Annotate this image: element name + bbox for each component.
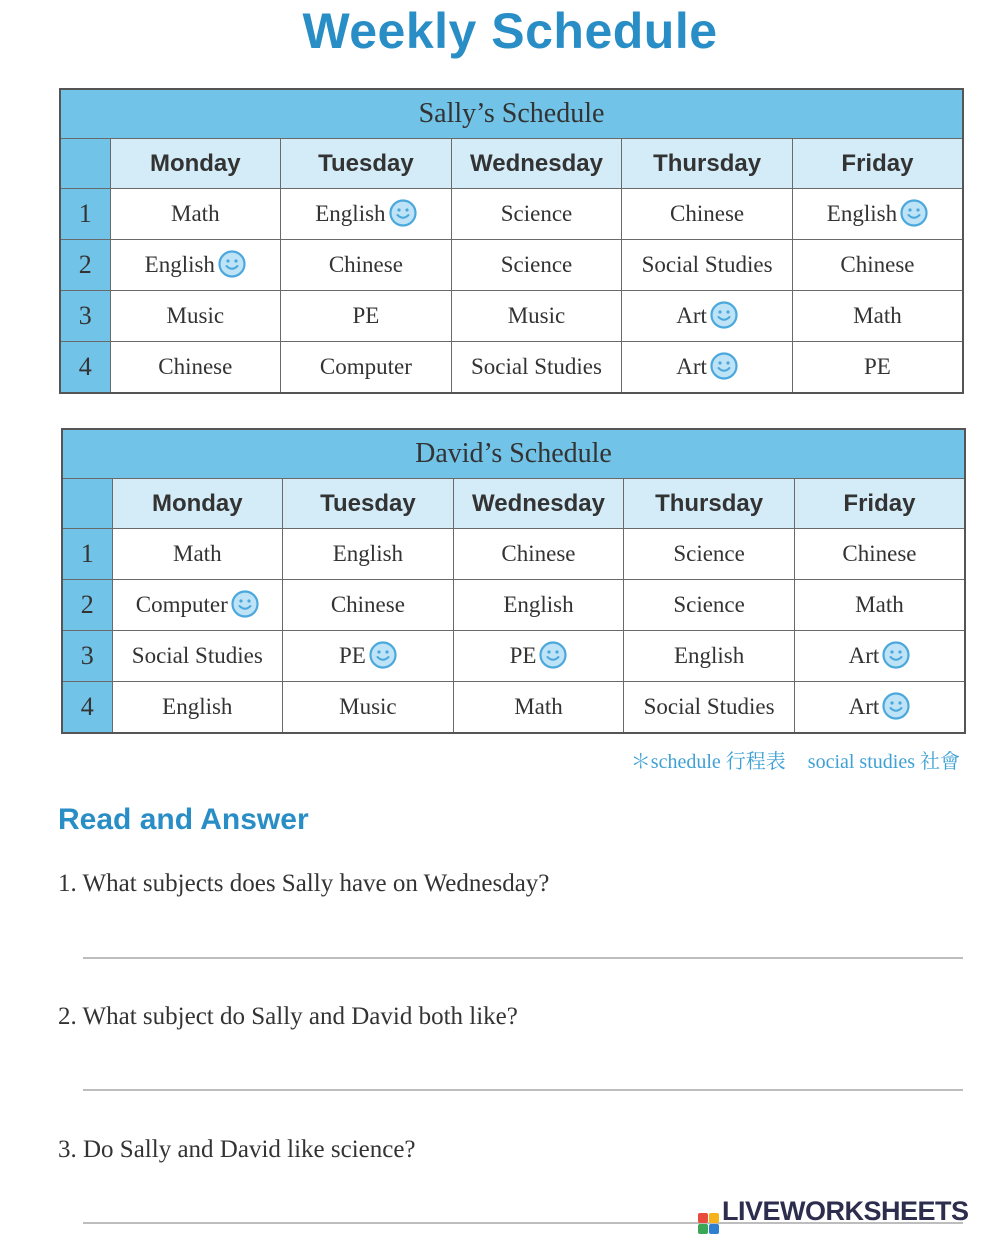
period-number: 2 (62, 580, 112, 631)
subject-cell (283, 580, 454, 631)
david-schedule-table (61, 428, 966, 734)
sally-schedule-table (59, 88, 964, 394)
subject-label: English (503, 592, 574, 617)
subject-label: PE (509, 642, 537, 668)
subject-label: English (162, 694, 233, 719)
subject-label: Chinese (840, 252, 915, 277)
schedule-row (60, 240, 963, 291)
subject-cell (794, 580, 965, 631)
liveworksheets-logo-icon (698, 1213, 719, 1234)
subject-cell (283, 631, 454, 682)
subject-label: PE (352, 303, 380, 328)
subject-label: Art (848, 693, 880, 719)
page-title: Weekly Schedule (302, 3, 718, 59)
subject-cell (624, 631, 795, 682)
subject-label: Art (676, 302, 707, 328)
schedule-row (62, 580, 965, 631)
watermark-text: LIVEWORKSHEETS (722, 1196, 969, 1226)
day-header: Friday (794, 479, 965, 529)
section-title: Read and Answer (58, 803, 309, 836)
subject-label: Science (673, 541, 745, 566)
schedule-row (62, 529, 965, 580)
subject-label: Science (673, 592, 745, 617)
schedule-caption: David’s Schedule (62, 429, 965, 479)
smiley-face-icon (710, 352, 738, 380)
subject-label: English (673, 643, 745, 668)
smiley-face-icon (882, 692, 910, 720)
corner-cell (62, 479, 112, 529)
subject-label: English (826, 200, 898, 226)
subject-label: Computer (319, 354, 412, 379)
subject-label: Social Studies (131, 643, 263, 668)
smiley-face-icon (389, 199, 417, 227)
subject-cell (110, 342, 281, 394)
subject-label: Music (339, 694, 397, 719)
schedule-row (60, 189, 963, 240)
subject-label: Math (853, 303, 902, 328)
smiley-face-icon (218, 250, 246, 278)
period-number: 1 (62, 529, 112, 580)
subject-label: Chinese (501, 541, 576, 566)
subject-cell (451, 240, 622, 291)
watermark (698, 1196, 969, 1234)
subject-label: Math (514, 694, 563, 719)
subject-label: Music (166, 303, 225, 328)
subject-cell (624, 580, 795, 631)
subject-label: Chinese (670, 201, 745, 226)
subject-cell (453, 631, 624, 682)
period-number: 3 (60, 291, 110, 342)
corner-cell (60, 139, 110, 189)
subject-cell (792, 291, 963, 342)
day-header: Wednesday (451, 139, 622, 189)
question-3: 3. Do Sally and David like science? (58, 1136, 416, 1163)
subject-cell (281, 342, 452, 394)
subject-label: Science (500, 201, 573, 226)
period-number: 4 (60, 342, 110, 394)
glossary-social-studies: social studies 社會 (807, 751, 960, 773)
subject-label: Art (848, 642, 880, 668)
subject-cell (792, 240, 963, 291)
question-1: 1. What subjects does Sally have on Wednesday? (58, 870, 550, 897)
subject-cell (624, 682, 795, 734)
subject-cell (624, 529, 795, 580)
subject-cell (283, 682, 454, 734)
schedule-row (60, 291, 963, 342)
subject-cell (283, 529, 454, 580)
subject-cell (110, 240, 281, 291)
subject-cell (112, 529, 283, 580)
smiley-face-icon (539, 641, 567, 669)
subject-label: PE (864, 354, 891, 379)
day-header: Tuesday (281, 139, 452, 189)
subject-cell (281, 240, 452, 291)
subject-label: Math (855, 592, 904, 617)
subject-cell (622, 189, 793, 240)
subject-cell (792, 189, 963, 240)
smiley-face-icon (710, 301, 738, 329)
subject-label: Chinese (158, 354, 233, 379)
subject-label: Social Studies (641, 252, 773, 277)
schedule-row (62, 682, 965, 734)
schedule-caption: Sally’s Schedule (60, 89, 963, 139)
subject-label: Social Studies (643, 694, 775, 719)
subject-cell (622, 240, 793, 291)
subject-cell (112, 631, 283, 682)
smiley-face-icon (231, 590, 259, 618)
subject-cell (281, 189, 452, 240)
smiley-face-icon (369, 641, 397, 669)
subject-label: Math (173, 541, 222, 566)
subject-cell (451, 291, 622, 342)
period-number: 2 (60, 240, 110, 291)
smiley-face-icon (900, 199, 928, 227)
period-number: 4 (62, 682, 112, 734)
smiley-face-icon (882, 641, 910, 669)
subject-cell (622, 291, 793, 342)
subject-cell (792, 342, 963, 394)
subject-label: Social Studies (470, 354, 602, 379)
subject-cell (453, 580, 624, 631)
day-header: Monday (110, 139, 281, 189)
subject-label: Music (507, 303, 566, 328)
subject-label: English (315, 200, 386, 226)
subject-label: English (144, 251, 215, 277)
schedule-row (62, 631, 965, 682)
subject-label: Chinese (328, 252, 403, 277)
day-header: Monday (112, 479, 283, 529)
subject-label: Chinese (330, 592, 405, 617)
day-header: Thursday (622, 139, 793, 189)
subject-cell (794, 631, 965, 682)
subject-cell (794, 682, 965, 734)
schedule-row (60, 342, 963, 394)
subject-cell (112, 580, 283, 631)
day-header: Tuesday (283, 479, 454, 529)
day-header: Friday (792, 139, 963, 189)
subject-cell (110, 291, 281, 342)
subject-cell (112, 682, 283, 734)
subject-label: PE (338, 642, 366, 668)
subject-cell (451, 342, 622, 394)
day-header: Wednesday (453, 479, 624, 529)
answer-line-1[interactable] (83, 957, 963, 959)
subject-label: Math (171, 201, 220, 226)
subject-label: Computer (135, 591, 228, 617)
subject-cell (110, 189, 281, 240)
day-header: Thursday (624, 479, 795, 529)
period-number: 3 (62, 631, 112, 682)
subject-label: Chinese (842, 541, 917, 566)
subject-label: English (332, 541, 404, 566)
question-2: 2. What subject do Sally and David both like? (58, 1003, 518, 1030)
subject-label: Science (500, 252, 573, 277)
subject-cell (794, 529, 965, 580)
subject-label: Art (676, 353, 707, 379)
subject-cell (451, 189, 622, 240)
answer-line-2[interactable] (83, 1089, 963, 1091)
glossary-schedule: ＊schedule 行程表 (630, 751, 786, 773)
subject-cell (281, 291, 452, 342)
period-number: 1 (60, 189, 110, 240)
subject-cell (622, 342, 793, 394)
subject-cell (453, 682, 624, 734)
glossary-note (631, 745, 960, 774)
subject-cell (453, 529, 624, 580)
